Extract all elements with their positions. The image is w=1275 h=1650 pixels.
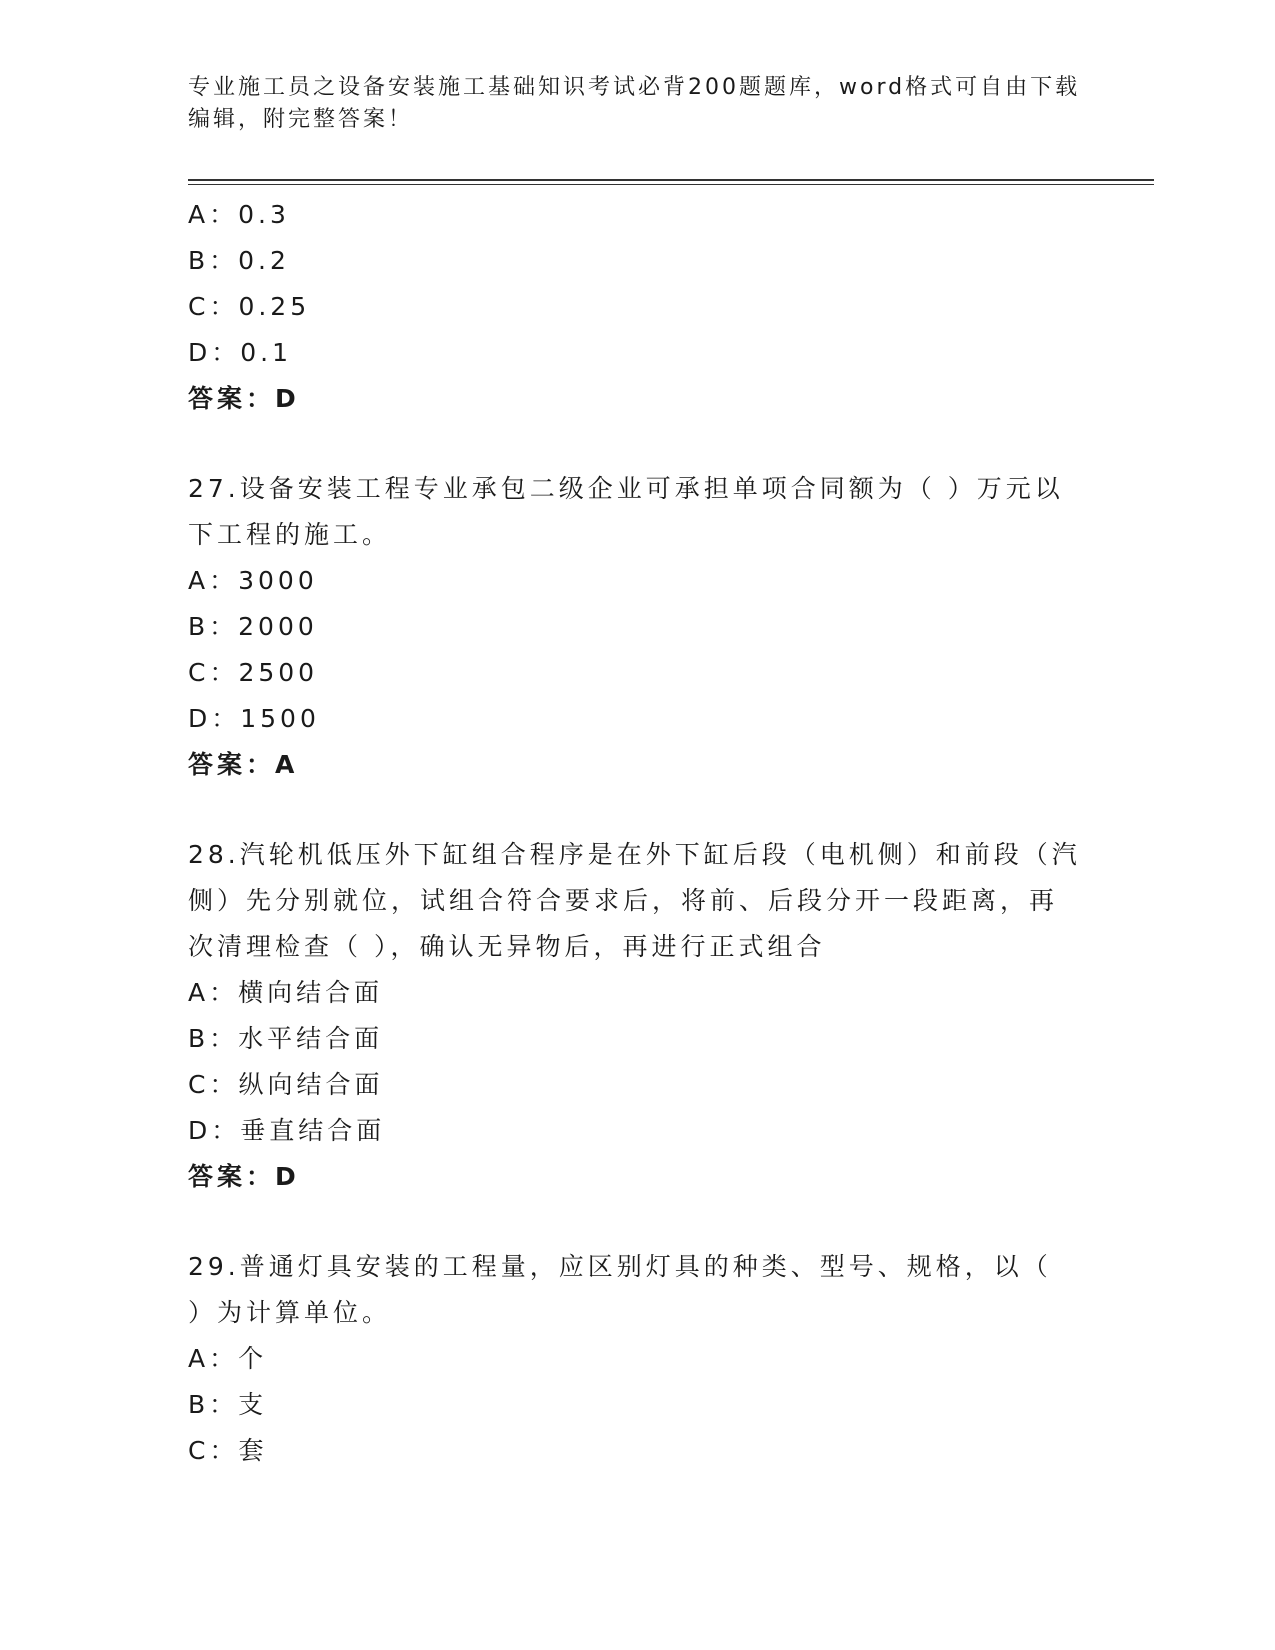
- page-header-title: 专业施工员之设备安装施工基础知识考试必背200题题库，word格式可自由下载编辑，附完整答案！: [188, 75, 1081, 132]
- question-stem-line: 侧）先分别就位，试组合符合要求后，将前、后段分开一段距离，再: [188, 886, 1059, 915]
- option-a: A：3000: [188, 566, 318, 595]
- question-27: [188, 466, 1088, 788]
- option-b: B：0.2: [188, 246, 290, 275]
- option-c: C：0.25: [188, 292, 311, 321]
- option-b: B：支: [188, 1390, 268, 1419]
- spacer: [188, 1200, 1088, 1244]
- option-b: B：2000: [188, 612, 318, 641]
- header-divider-thin: [188, 184, 1154, 185]
- spacer: [188, 788, 1088, 832]
- spacer: [188, 422, 1088, 466]
- question-stem-line: 下工程的施工。: [188, 520, 392, 549]
- question-stem-line: ）为计算单位。: [188, 1298, 392, 1327]
- option-b: B：水平结合面: [188, 1024, 384, 1053]
- option-a: A：0.3: [188, 200, 290, 229]
- option-d: D：1500: [188, 704, 320, 733]
- option-a: A：横向结合面: [188, 978, 384, 1007]
- answer: 答案：D: [188, 384, 300, 413]
- answer: 答案：A: [188, 750, 299, 779]
- question-stem-line: 27.设备安装工程专业承包二级企业可承担单项合同额为（ ）万元以: [188, 474, 1064, 503]
- question-28: [188, 832, 1088, 1200]
- question-29: [188, 1244, 1088, 1474]
- question-stem-line: 28.汽轮机低压外下缸组合程序是在外下缸后段（电机侧）和前段（汽: [188, 840, 1081, 869]
- question-stem-line: 29.普通灯具安装的工程量，应区别灯具的种类、型号、规格，以（: [188, 1252, 1052, 1281]
- option-d: D：垂直结合面: [188, 1116, 386, 1145]
- question-stem-line: 次清理检查（ ），确认无异物后，再进行正式组合: [188, 932, 826, 961]
- option-c: C：2500: [188, 658, 319, 687]
- option-c: C：套: [188, 1436, 268, 1465]
- option-d: D：0.1: [188, 338, 293, 367]
- question-list: [188, 192, 1088, 1474]
- option-c: C：纵向结合面: [188, 1070, 384, 1099]
- question-26: [188, 192, 1088, 422]
- option-a: A：个: [188, 1344, 268, 1373]
- header-divider: [188, 179, 1154, 181]
- answer: 答案：D: [188, 1162, 300, 1191]
